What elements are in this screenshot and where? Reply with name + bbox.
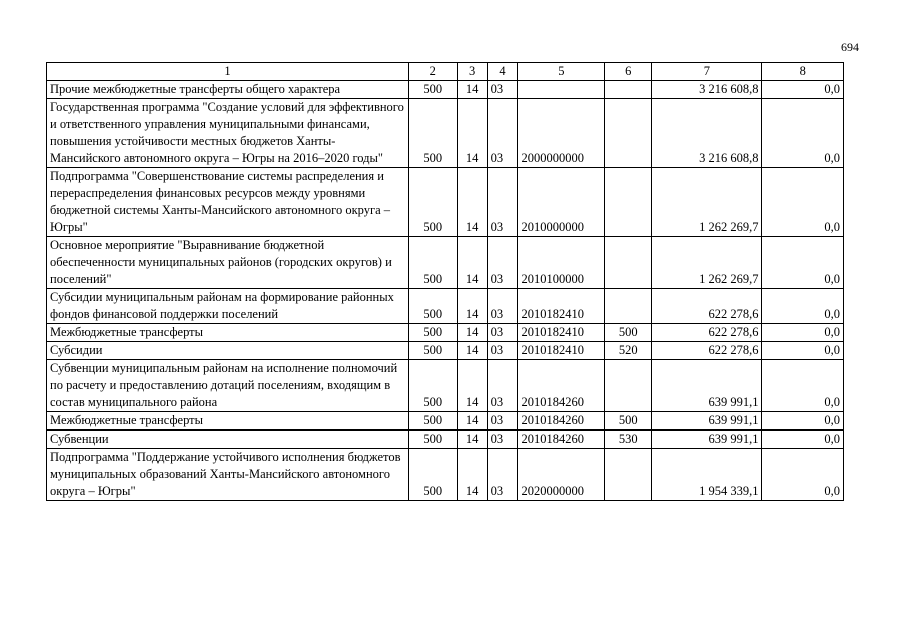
target-article-cell: 2000000000 (518, 99, 605, 168)
header-cell: 6 (605, 63, 652, 81)
header-cell: 2 (408, 63, 457, 81)
section-code-cell: 14 (457, 99, 487, 168)
section-code-cell: 14 (457, 412, 487, 431)
amount-cell: 1 262 269,7 (652, 168, 762, 237)
target-article-cell (518, 81, 605, 99)
subsection-code-cell: 03 (487, 342, 518, 360)
row-name-cell: Субвенции муниципальным районам на исполнение полномочий по расчету и предоставлению дотаций поселениям, входящим в состав муниципального района (47, 360, 409, 412)
table-row (47, 324, 844, 342)
header-cell: 3 (457, 63, 487, 81)
table-row (47, 168, 844, 237)
ministry-code-cell: 500 (408, 412, 457, 431)
subsection-code-cell: 03 (487, 168, 518, 237)
row-name-cell: Прочие межбюджетные трансферты общего характера (47, 81, 409, 99)
federal-amount-cell: 0,0 (762, 449, 844, 501)
expense-type-cell: 500 (605, 412, 652, 431)
amount-cell: 639 991,1 (652, 430, 762, 449)
amount-cell: 622 278,6 (652, 324, 762, 342)
target-article-cell: 2010000000 (518, 168, 605, 237)
subsection-code-cell: 03 (487, 449, 518, 501)
table-header-row (47, 63, 844, 81)
table-row (47, 449, 844, 501)
budget-table (46, 62, 844, 501)
ministry-code-cell: 500 (408, 449, 457, 501)
expense-type-cell (605, 168, 652, 237)
ministry-code-cell: 500 (408, 324, 457, 342)
row-name-cell: Субвенции (47, 430, 409, 449)
expense-type-cell (605, 81, 652, 99)
table-row (47, 430, 844, 449)
ministry-code-cell: 500 (408, 237, 457, 289)
section-code-cell: 14 (457, 360, 487, 412)
expense-type-cell: 520 (605, 342, 652, 360)
table-row (47, 412, 844, 431)
ministry-code-cell: 500 (408, 430, 457, 449)
ministry-code-cell: 500 (408, 99, 457, 168)
row-name-cell: Подпрограмма "Поддержание устойчивого исполнения бюджетов муниципальных образований Ханты-Мансийского автономного округа – Югры" (47, 449, 409, 501)
target-article-cell: 2010184260 (518, 430, 605, 449)
federal-amount-cell: 0,0 (762, 237, 844, 289)
section-code-cell: 14 (457, 324, 487, 342)
page-number: 694 (841, 40, 859, 54)
federal-amount-cell: 0,0 (762, 324, 844, 342)
section-code-cell: 14 (457, 342, 487, 360)
expense-type-cell (605, 449, 652, 501)
amount-cell: 639 991,1 (652, 412, 762, 431)
subsection-code-cell: 03 (487, 324, 518, 342)
table-row (47, 81, 844, 99)
section-code-cell: 14 (457, 430, 487, 449)
amount-cell: 622 278,6 (652, 289, 762, 324)
table-row (47, 289, 844, 324)
federal-amount-cell: 0,0 (762, 289, 844, 324)
header-cell: 4 (487, 63, 518, 81)
ministry-code-cell: 500 (408, 168, 457, 237)
federal-amount-cell: 0,0 (762, 81, 844, 99)
row-name-cell: Основное мероприятие "Выравнивание бюджетной обеспеченности муниципальных районов (городских округов) и поселений" (47, 237, 409, 289)
subsection-code-cell: 03 (487, 430, 518, 449)
table-row (47, 342, 844, 360)
expense-type-cell: 530 (605, 430, 652, 449)
subsection-code-cell: 03 (487, 237, 518, 289)
table-row (47, 360, 844, 412)
target-article-cell: 2010182410 (518, 324, 605, 342)
federal-amount-cell: 0,0 (762, 342, 844, 360)
expense-type-cell: 500 (605, 324, 652, 342)
amount-cell: 639 991,1 (652, 360, 762, 412)
table-row (47, 99, 844, 168)
header-cell: 7 (652, 63, 762, 81)
amount-cell: 1 954 339,1 (652, 449, 762, 501)
row-name-cell: Подпрограмма "Совершенствование системы распределения и перераспределения финансовых ресурсов между уровнями бюджетной системы Ханты-Мансийского автономного округа – Югры" (47, 168, 409, 237)
ministry-code-cell: 500 (408, 360, 457, 412)
section-code-cell: 14 (457, 449, 487, 501)
row-name-cell: Межбюджетные трансферты (47, 412, 409, 431)
federal-amount-cell: 0,0 (762, 168, 844, 237)
header-cell: 5 (518, 63, 605, 81)
target-article-cell: 2010182410 (518, 342, 605, 360)
table-row (47, 237, 844, 289)
expense-type-cell (605, 237, 652, 289)
federal-amount-cell: 0,0 (762, 430, 844, 449)
section-code-cell: 14 (457, 237, 487, 289)
ministry-code-cell: 500 (408, 289, 457, 324)
row-name-cell: Межбюджетные трансферты (47, 324, 409, 342)
subsection-code-cell: 03 (487, 289, 518, 324)
subsection-code-cell: 03 (487, 412, 518, 431)
federal-amount-cell: 0,0 (762, 99, 844, 168)
subsection-code-cell: 03 (487, 360, 518, 412)
amount-cell: 3 216 608,8 (652, 99, 762, 168)
federal-amount-cell: 0,0 (762, 360, 844, 412)
row-name-cell: Государственная программа "Создание условий для эффективного и ответственного управления муниципальными финансами, повышения устойчивости местных бюджетов Ханты-Мансийского автономного округа – Югры на 2016–2020 годы" (47, 99, 409, 168)
ministry-code-cell: 500 (408, 342, 457, 360)
federal-amount-cell: 0,0 (762, 412, 844, 431)
section-code-cell: 14 (457, 81, 487, 99)
ministry-code-cell: 500 (408, 81, 457, 99)
expense-type-cell (605, 289, 652, 324)
target-article-cell: 2010100000 (518, 237, 605, 289)
expense-type-cell (605, 360, 652, 412)
subsection-code-cell: 03 (487, 99, 518, 168)
section-code-cell: 14 (457, 168, 487, 237)
target-article-cell: 2010184260 (518, 412, 605, 431)
amount-cell: 1 262 269,7 (652, 237, 762, 289)
section-code-cell: 14 (457, 289, 487, 324)
subsection-code-cell: 03 (487, 81, 518, 99)
target-article-cell: 2020000000 (518, 449, 605, 501)
amount-cell: 3 216 608,8 (652, 81, 762, 99)
amount-cell: 622 278,6 (652, 342, 762, 360)
header-cell: 8 (762, 63, 844, 81)
row-name-cell: Субсидии (47, 342, 409, 360)
row-name-cell: Субсидии муниципальным районам на формирование районных фондов финансовой поддержки поселений (47, 289, 409, 324)
target-article-cell: 2010184260 (518, 360, 605, 412)
expense-type-cell (605, 99, 652, 168)
header-cell: 1 (47, 63, 409, 81)
target-article-cell: 2010182410 (518, 289, 605, 324)
